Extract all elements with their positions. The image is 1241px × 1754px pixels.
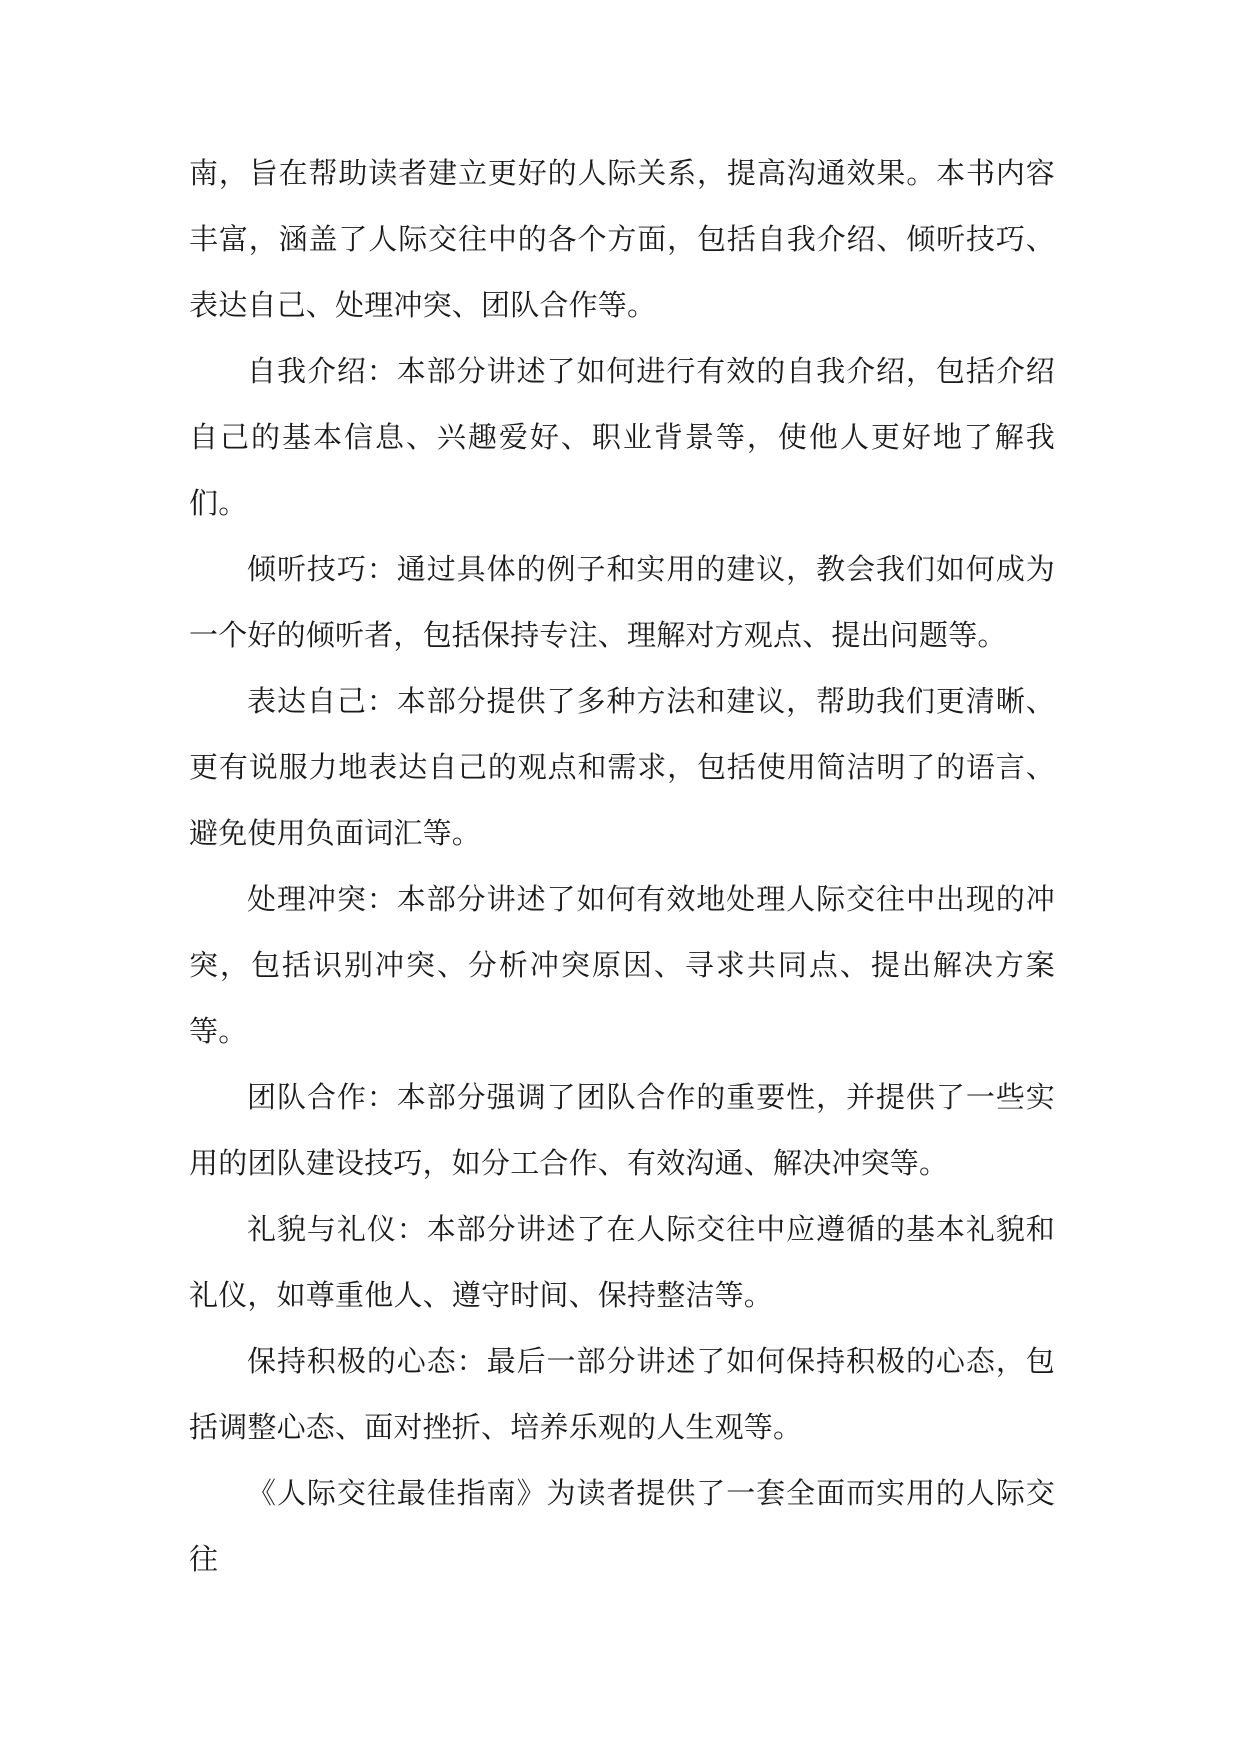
- paragraph-etiquette: 礼貌与礼仪：本部分讲述了在人际交往中应遵循的基本礼貌和礼仪，如尊重他人、遵守时间、保持整洁等。: [189, 1212, 1055, 1312]
- document-body: [189, 140, 1055, 1592]
- paragraph-positive-mindset: 保持积极的心态：最后一部分讲述了如何保持积极的心态，包括调整心态、面对挫折、培养乐观的人生观等。: [189, 1344, 1055, 1444]
- paragraph-self-introduction: 自我介绍：本部分讲述了如何进行有效的自我介绍，包括介绍自己的基本信息、兴趣爱好、职业背景等，使他人更好地了解我们。: [189, 354, 1055, 520]
- paragraph-conflict-handling: 处理冲突：本部分讲述了如何有效地处理人际交往中出现的冲突，包括识别冲突、分析冲突原因、寻求共同点、提出解决方案等。: [189, 882, 1055, 1048]
- paragraph-continuation: 南，旨在帮助读者建立更好的人际关系，提高沟通效果。本书内容丰富，涵盖了人际交往中的各个方面，包括自我介绍、倾听技巧、表达自己、处理冲突、团队合作等。: [189, 156, 1055, 322]
- paragraph-teamwork: 团队合作：本部分强调了团队合作的重要性，并提供了一些实用的团队建设技巧，如分工合作、有效沟通、解决冲突等。: [189, 1080, 1055, 1180]
- paragraph-self-expression: 表达自己：本部分提供了多种方法和建议，帮助我们更清晰、更有说服力地表达自己的观点和需求，包括使用简洁明了的语言、避免使用负面词汇等。: [189, 684, 1055, 850]
- paragraph-summary: 《人际交往最佳指南》为读者提供了一套全面而实用的人际交往: [189, 1476, 1055, 1576]
- paragraph-listening-skills: 倾听技巧：通过具体的例子和实用的建议，教会我们如何成为一个好的倾听者，包括保持专注、理解对方观点、提出问题等。: [189, 552, 1055, 652]
